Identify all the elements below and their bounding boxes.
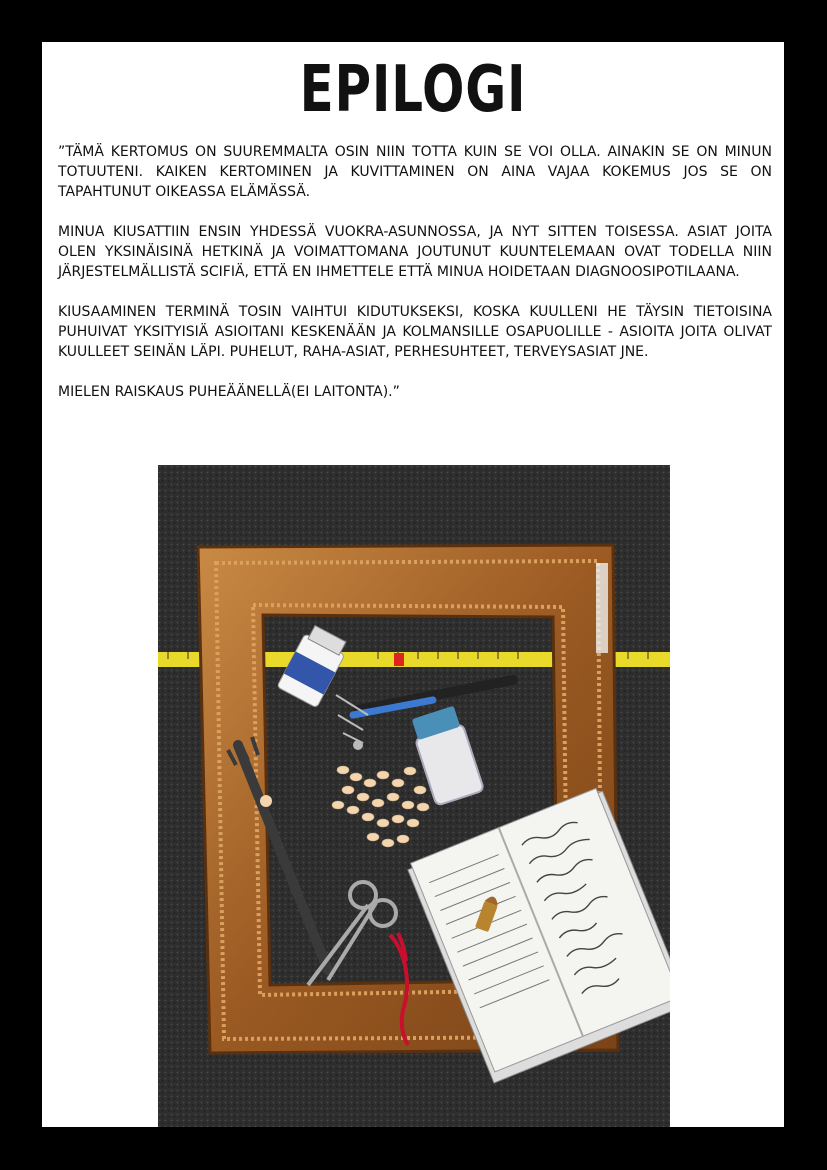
page <box>42 42 784 1127</box>
still-life-photo <box>158 465 670 1127</box>
paragraph-3: KIUSAAMINEN TERMINÄ TOSIN VAIHTUI KIDUTUKSEKSI, KOSKA KUULLENI HE TÄYSIN TIETOISINA PUHUIVAT YKSITYISIÄ ASIOITANI KESKENÄÄN JA KOLMANSILLE OSAPUOLILLE - ASIOITA JOITA OLIVAT KUULLEET SEINÄN LÄPI. PUHELUT, RAHA-ASIAT, PERHESUHTEET, TERVEYSASIAT JNE. <box>58 304 772 360</box>
epilogue-text <box>58 142 772 422</box>
paragraph-1: ”TÄMÄ KERTOMUS ON SUUREMMALTA OSIN NIIN TOTTA KUIN SE VOI OLLA. AINAKIN SE ON MINUN TOTUUTENI. KAIKEN KERTOMINEN JA KUVITTAMINEN ON AINA VAJAA KOKEMUS JOS SE ON TAPAHTUNUT OIKEASSA ELÄMÄSSÄ. <box>58 144 772 200</box>
paragraph-2: MINUA KIUSATTIIN ENSIN YHDESSÄ VUOKRA-ASUNNOSSA, JA NYT SITTEN TOISESSA. ASIAT JOITA OLEN YKSINÄISINÄ HETKINÄ JA VOIMATTOMANA JOUTUNUT KUUNTELEMAAN OVAT TODELLA NIIN JÄRJESTELMÄLLISTÄ SCIFIÄ, ETTÄ EN IHMETTELE ETTÄ MINUA HOIDETAAN DIAGNOOSIPOTILAANA. <box>58 224 772 280</box>
paragraph-4: MIELEN RAISKAUS PUHEÄÄNELLÄ(EI LAITONTA).” <box>58 384 400 400</box>
page-title: EPILOGI <box>299 53 527 127</box>
